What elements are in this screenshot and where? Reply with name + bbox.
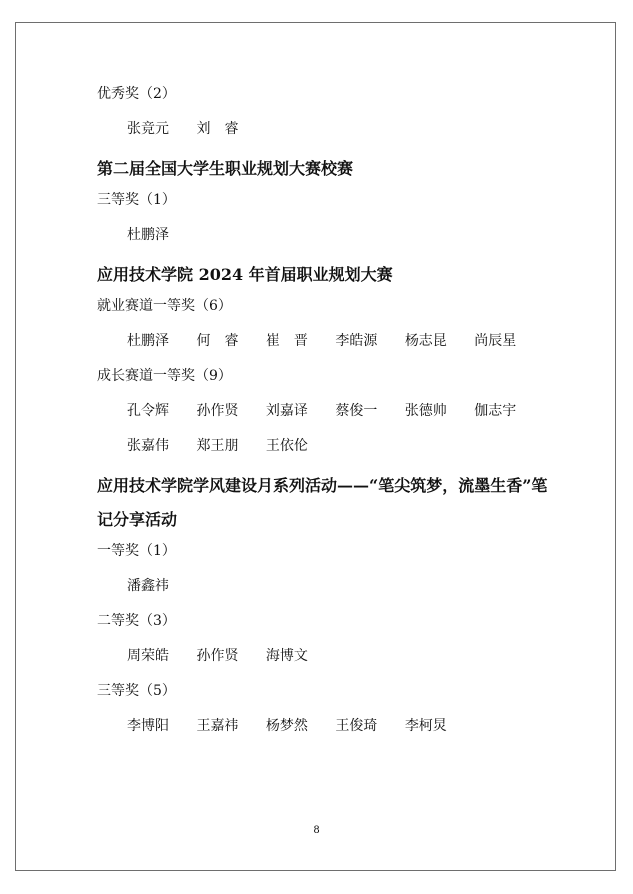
winner-name: 王依伦 bbox=[265, 438, 308, 454]
award-label: 成长赛道一等奖（9） bbox=[97, 368, 232, 384]
winner-name: 杜鹏泽 bbox=[127, 333, 169, 349]
award-label: 一等奖（1） bbox=[97, 543, 176, 559]
name-list bbox=[127, 574, 557, 598]
page-number: 8 bbox=[313, 825, 320, 836]
document-content bbox=[97, 82, 557, 749]
section-heading: 应用技术学院 2024 年首届职业规划大赛 bbox=[97, 265, 393, 284]
winner-name: 周荣皓 bbox=[127, 648, 169, 664]
winner-name: 张嘉伟 bbox=[127, 438, 169, 454]
name-list bbox=[127, 223, 557, 247]
name-list bbox=[127, 329, 557, 353]
award-label: 三等奖（1） bbox=[97, 192, 176, 208]
winner-name: 李柯炅 bbox=[404, 718, 447, 734]
winner-name: 张德帅 bbox=[404, 403, 447, 419]
winner-name: 李博阳 bbox=[127, 718, 169, 734]
winner-name: 李皓源 bbox=[335, 333, 378, 349]
winner-name: 郑王朋 bbox=[196, 438, 239, 454]
winner-name: 孔令辉 bbox=[127, 403, 169, 419]
winner-name: 张竞元 bbox=[127, 121, 169, 137]
winner-name: 王俊琦 bbox=[335, 718, 378, 734]
award-label: 优秀奖（2） bbox=[97, 86, 176, 102]
winner-name: 何 睿 bbox=[196, 333, 239, 349]
name-list bbox=[127, 117, 557, 141]
winner-name: 蔡俊一 bbox=[335, 403, 378, 419]
winner-name: 潘鑫祎 bbox=[127, 578, 169, 594]
name-list bbox=[127, 714, 557, 738]
winner-name: 尚辰星 bbox=[474, 333, 517, 349]
name-list bbox=[127, 399, 557, 423]
winner-name: 刘嘉译 bbox=[265, 403, 308, 419]
winner-name: 刘 睿 bbox=[196, 121, 239, 137]
section-heading: 第二届全国大学生职业规划大赛校赛 bbox=[97, 159, 354, 178]
section-heading: 应用技术学院学风建设月系列活动——“笔尖筑梦，流墨生香”笔记分享活动 bbox=[97, 476, 548, 529]
name-list bbox=[127, 644, 557, 668]
award-label: 二等奖（3） bbox=[97, 613, 176, 629]
award-label: 就业赛道一等奖（6） bbox=[97, 298, 232, 314]
winner-name: 杜鹏泽 bbox=[127, 227, 169, 243]
winner-name: 孙作贤 bbox=[196, 648, 239, 664]
award-label: 三等奖（5） bbox=[97, 683, 176, 699]
winner-name: 杨志昆 bbox=[404, 333, 447, 349]
winner-name: 孙作贤 bbox=[196, 403, 239, 419]
winner-name: 海博文 bbox=[265, 648, 308, 664]
winner-name: 王嘉祎 bbox=[196, 718, 239, 734]
winner-name: 崔 晋 bbox=[265, 333, 308, 349]
winner-name: 杨梦然 bbox=[265, 718, 308, 734]
name-list bbox=[127, 434, 557, 458]
winner-name: 伽志宇 bbox=[474, 403, 517, 419]
